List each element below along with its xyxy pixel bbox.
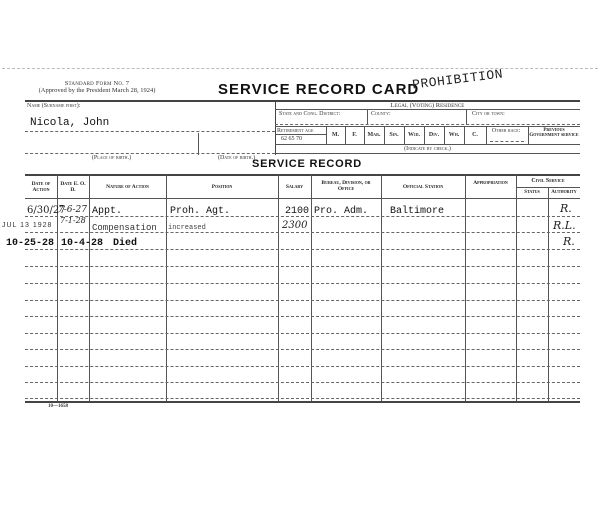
check-married[interactable]: Mar.	[367, 132, 381, 138]
col-line-8	[516, 175, 517, 401]
row-line	[25, 333, 580, 334]
check-divorced[interactable]: Div.	[428, 132, 440, 138]
row-line	[25, 300, 580, 301]
check-male[interactable]: M.	[331, 132, 340, 138]
table-bottom-rule	[25, 401, 580, 403]
col-header-status: Status	[524, 190, 540, 195]
row3-nature: Died	[113, 238, 138, 249]
col-line-4	[278, 175, 279, 401]
row2-date-eod: 7-1-28	[60, 216, 86, 225]
row2-date-of-action-stamp: JUL 13 1928	[2, 222, 53, 229]
check-white[interactable]: Wh.	[448, 132, 460, 138]
form-identifier	[22, 80, 172, 94]
approval-note: (Approved by the President March 28, 1924)	[38, 87, 156, 94]
form-print-number: 10—1658	[48, 404, 68, 409]
row-line	[25, 382, 580, 383]
row2-salary: 2300	[282, 220, 308, 231]
row1-nature: Appt.	[92, 206, 123, 217]
row3-authority: R.	[563, 235, 575, 248]
row-line	[25, 249, 580, 250]
other-race-line	[490, 141, 524, 142]
row-line	[25, 366, 580, 367]
retirement-age-label: Retirement age	[277, 128, 314, 134]
check-row-top	[275, 126, 580, 127]
col-header-official-station: Official Station	[402, 184, 444, 190]
row1-authority: R.	[560, 202, 572, 215]
table-top-rule	[25, 174, 580, 176]
col-header-authority: Authority	[551, 190, 577, 195]
retirement-ages: 62 65 70	[281, 136, 302, 142]
col-header-salary: Salary	[285, 184, 304, 190]
row-line	[25, 283, 580, 284]
residence-divider-2	[466, 110, 467, 125]
row2-position: increased	[168, 224, 206, 232]
service-record-heading: SERVICE RECORD	[252, 158, 363, 170]
col-header-date-of-action: Date of Action	[31, 181, 51, 193]
residence-bottom-rule	[275, 153, 580, 154]
col-header-appropriation: Appropriation	[473, 180, 508, 186]
col-line-9	[548, 188, 549, 401]
place-of-birth-label: (Place of birth.)	[91, 155, 132, 161]
previous-service-label: Previous Government service	[529, 128, 579, 138]
col-line-6	[381, 175, 382, 401]
date-of-birth-label: (Date of birth.)	[217, 155, 256, 161]
residence-underline	[275, 124, 580, 125]
row3-date-of-action: 10-25-28	[6, 238, 55, 249]
col-line-3	[166, 175, 167, 401]
card-top-edge	[2, 68, 598, 69]
card-title: SERVICE RECORD CARD	[218, 81, 420, 98]
retirement-rule	[275, 134, 326, 135]
row-line	[25, 316, 580, 317]
row-line	[25, 266, 580, 267]
col-line-5	[311, 175, 312, 401]
header-bottom-rule	[25, 198, 580, 199]
check-widowed[interactable]: Wid.	[408, 132, 420, 138]
name-underline	[25, 131, 275, 132]
prohibition-stamp: PROHIBITION	[411, 66, 504, 93]
row1-date-eod: 7-6-27	[58, 205, 87, 215]
row1-position: Proh. Agt.	[170, 206, 231, 217]
col-line-7	[465, 175, 466, 401]
row3-date-eod: 10-4-28	[61, 238, 104, 249]
city-label: City or town:	[472, 111, 505, 117]
col-header-nature-of-action: Nature of Action	[106, 184, 149, 190]
birth-underline	[25, 153, 275, 154]
row-line	[25, 349, 580, 350]
col-header-civil-service: Civil Service	[531, 178, 565, 184]
indicate-by-check-label: (Indicate by check.)	[404, 146, 451, 152]
birth-divider	[198, 133, 199, 155]
row1-salary: 2100	[285, 206, 310, 217]
check-colored[interactable]: C.	[472, 132, 478, 138]
row-line	[25, 398, 580, 399]
name-value: Nicola, John	[30, 117, 110, 129]
check-single[interactable]: Sin.	[389, 132, 399, 138]
check-row-bottom	[275, 144, 580, 145]
row1-bureau: Pro. Adm.	[314, 206, 369, 217]
state-district-label: State and Cong. District:	[279, 111, 341, 117]
standard-form-number: Standard Form No. 7	[64, 80, 130, 87]
col-header-position: Position	[211, 184, 233, 190]
other-race-label: Other race:	[491, 128, 521, 134]
row2-nature: Compensation	[92, 223, 157, 233]
residence-heading: Legal (Voting) Residence	[390, 102, 465, 109]
row1-date-of-action: 6/30/27	[27, 205, 66, 216]
residence-heading-rule	[275, 109, 580, 110]
col-header-bureau: Bureau, Division, or Office	[321, 180, 371, 192]
name-label: Name (Surname first):	[27, 103, 81, 109]
col-line-2	[89, 175, 90, 401]
residence-divider-1	[367, 110, 368, 125]
county-label: County:	[371, 111, 391, 117]
civil-service-rule	[516, 187, 580, 188]
check-female[interactable]: F.	[352, 132, 357, 138]
col-header-date-eod: Date E. O. D.	[60, 181, 86, 193]
row1-station: Baltimore	[390, 206, 445, 217]
row2-authority: R.L.	[553, 219, 576, 232]
